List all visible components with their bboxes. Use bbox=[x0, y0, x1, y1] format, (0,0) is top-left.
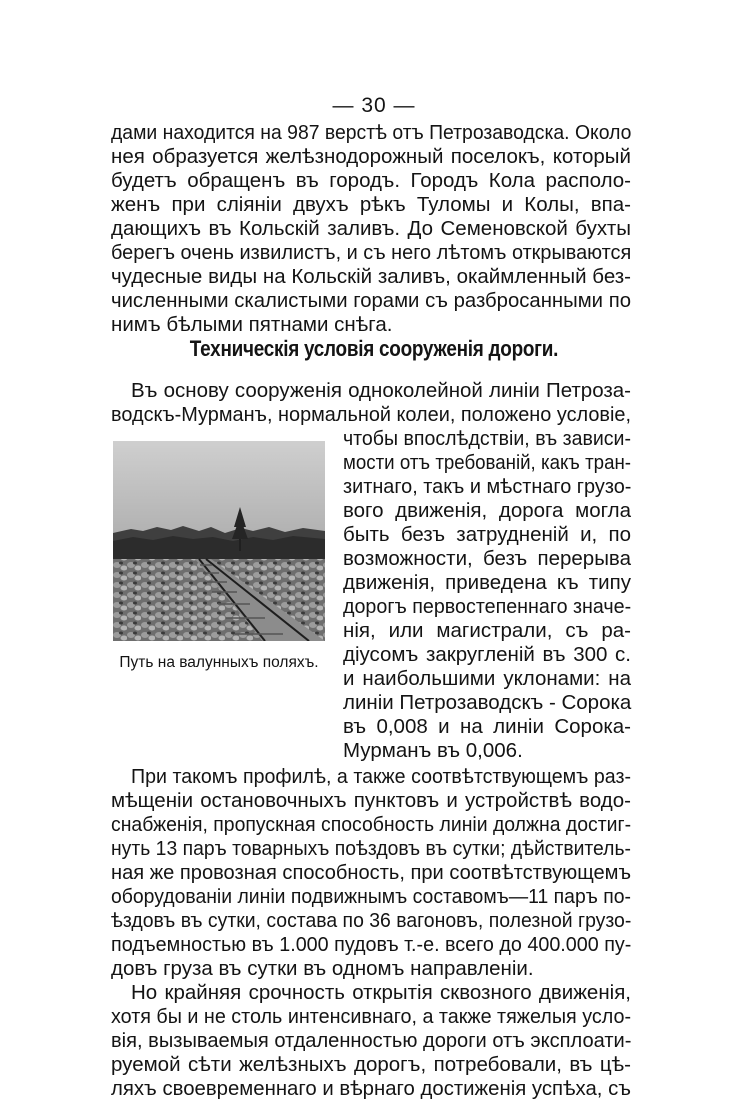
paragraph2-line: вого движенія, дорога могла bbox=[343, 499, 631, 522]
paragraph2-line: чтобы впослѣдствіи, въ зависи- bbox=[343, 427, 631, 450]
railway-track-image bbox=[113, 441, 325, 641]
paragraph2-line: зитнаго, такъ и мѣстнаго грузо- bbox=[343, 475, 632, 498]
paragraph4-line: ляхъ своевременнаго и вѣрнаго достиженія успѣха, съ bbox=[111, 1077, 632, 1100]
paragraph1-line: дающихъ въ Кольскій заливъ. До Семеновской бухты bbox=[111, 217, 631, 240]
paragraph1-line: нея образуется желѣзнодорожный поселокъ, который bbox=[111, 145, 631, 168]
paragraph1-line: женъ при сліяніи двухъ рѣкъ Туломы и Колы, впа- bbox=[111, 193, 631, 216]
section-heading: Техническія условія сооруженія дороги. bbox=[189, 336, 559, 361]
paragraph2-line: Мурманъ въ 0,006. bbox=[343, 739, 523, 762]
paragraph4-line: Но крайняя срочность открытія сквозного движенія, bbox=[131, 981, 631, 1004]
paragraph1-line: нимъ бѣлыми пятнами снѣга. bbox=[111, 313, 393, 336]
railway-photo bbox=[113, 441, 325, 641]
page-number: — 30 — bbox=[332, 94, 416, 117]
paragraph3-line: довъ груза въ сутки въ одномъ направленіи. bbox=[111, 957, 534, 980]
paragraph4-line: хотя бы и не столь интенсивнаго, а также тяжелыя усло- bbox=[111, 1005, 632, 1028]
paragraph3-line: снабженія, пропускная способность линіи должна достиг- bbox=[111, 813, 632, 836]
paragraph2-line: мости отъ требованій, какъ тран- bbox=[343, 451, 632, 474]
paragraph3-line: ѣздовъ въ сутки, состава по 36 вагоновъ, полезной грузо- bbox=[111, 909, 632, 932]
paragraph2-line: нія, или магистрали, съ ра- bbox=[343, 619, 631, 642]
paragraph3-line: оборудованіи линіи подвижнымъ составомъ—11 паръ по- bbox=[111, 885, 632, 908]
paragraph1-line: численными скалистыми горами съ разбросанными по bbox=[111, 289, 632, 312]
paragraph2-line: діусомъ закругленій въ 300 с. bbox=[343, 643, 631, 666]
paragraph1-line: дами находится на 987 верстѣ отъ Петрозаводска. Около bbox=[111, 121, 632, 144]
paragraph1-line: чудесные виды на Кольскій заливъ, окаймленный без- bbox=[111, 265, 631, 288]
paragraph3-line: При такомъ профилѣ, а также соотвѣтствующемъ раз- bbox=[131, 765, 631, 788]
paragraph2-line: возможности, безъ перерыва bbox=[343, 547, 631, 570]
photo-caption: Путь на валунныхъ поляхъ. bbox=[119, 654, 319, 671]
paragraph3-line: нуть 13 паръ товарныхъ поѣздовъ въ сутки; дѣйствитель- bbox=[111, 837, 631, 860]
paragraph3-line: ная же провозная способность, при соотвѣтствующемъ bbox=[111, 861, 632, 884]
paragraph2-line: въ 0,008 и на линіи Сорока- bbox=[343, 715, 631, 738]
paragraph2-line: быть безъ затрудненій и, по bbox=[343, 523, 631, 546]
paragraph1-line: будетъ обращенъ въ городъ. Городъ Кола располо- bbox=[111, 169, 631, 192]
paragraph3-line: подъемностью въ 1.000 пудовъ т.-е. всего до 400.000 пу- bbox=[111, 933, 632, 956]
paragraph2-line: и наибольшими уклонами: на bbox=[343, 667, 631, 690]
paragraph2-line: водскъ-Мурманъ, нормальной колеи, положено условіе, bbox=[111, 403, 631, 426]
paragraph3-line: мѣщеніи остановочныхъ пунктовъ и устройствѣ водо- bbox=[111, 789, 631, 812]
paragraph2-line: движенія, приведена къ типу bbox=[343, 571, 631, 594]
paragraph2-line: линіи Петрозаводскъ - Сорока bbox=[343, 691, 632, 714]
paragraph4-line: вія, вызываемыя отдаленностью дороги отъ эксплоати- bbox=[111, 1029, 632, 1052]
paragraph2-line: Въ основу сооруженія одноколейной линіи Петроза- bbox=[131, 379, 631, 402]
paragraph2-line: дорогъ первостепеннаго значе- bbox=[343, 595, 632, 618]
paragraph4-line: руемой сѣти желѣзныхъ дорогъ, потребовали, въ цѣ- bbox=[111, 1053, 631, 1076]
paragraph1-line: берегъ очень извилистъ, и съ него лѣтомъ открываются bbox=[111, 241, 632, 264]
